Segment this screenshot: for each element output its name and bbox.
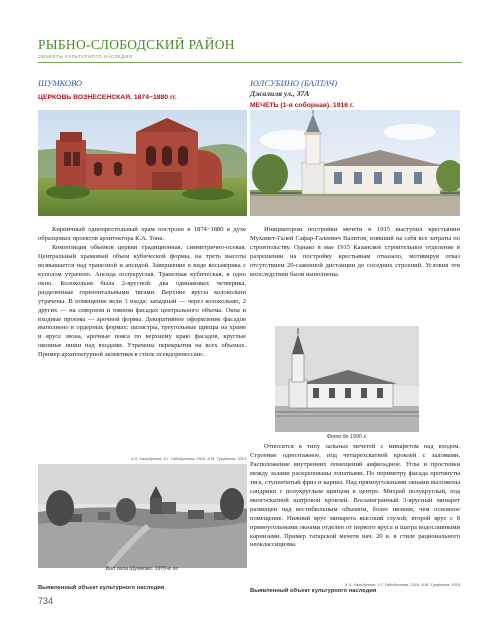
left-author-credit: К.Х. Халидуллин, Х.Г. Габидуллина, 2016, А.М. Тухфатов, 2013	[131, 456, 246, 461]
left-heritage-status: Выявленный объект культурного наследия	[38, 585, 165, 591]
old-mosque-image	[275, 326, 419, 432]
left-paragraph-1: Кирпичный однопрестольный храм построен в 1874−1880 в духе образцовых проектов архитектора К.А. Тона.	[38, 226, 246, 242]
church-image	[38, 110, 247, 216]
right-heritage-status: Выявленный объект культурного наследия	[250, 588, 377, 594]
right-place-name	[250, 78, 460, 88]
left-entry-heading	[38, 78, 246, 101]
mosque-photo	[250, 110, 460, 216]
right-author-credit: К.Х. Халидуллин, Х.Г. Габидуллина, 2016, А.М. Тухфатов, 2019	[345, 582, 460, 587]
section-subtitle: ОБЪЕКТЫ КУЛЬТУРНОГО НАСЛЕДИЯ	[38, 54, 133, 59]
page-header	[38, 37, 458, 59]
right-address: Джалиля ул., 37А	[250, 89, 310, 98]
right-object-title: МЕЧЕТЬ (1-я соборная). 1916 г.	[250, 102, 354, 109]
church-photo	[38, 110, 247, 216]
village-photo-caption: Вид села Шумково. 1970-е гг.	[105, 566, 180, 572]
right-place-original: (БАЛТАЧ)	[301, 78, 338, 88]
section-title: РЫБНО-СЛОБОДСКИЙ РАЙОН	[38, 37, 235, 52]
header-divider	[38, 62, 462, 63]
old-mosque-photo	[275, 326, 419, 432]
left-paragraph-2: Композиция объемов церкви традиционная, симметрично-осевая. Центральный храмовый объем кубической формы, на треть высоты возвышается над трапезной и апсидой. Завершение в виде восьмерика с куполом утрачено. Апсида полукруглая. Трапезная кубическая, в одно окно. Колокольня была 2-ярусной: два одинаковых четверика, разделенные горизонтальными тягами. Верхние ярусы колокольни утрачены. В помещение вели 3 входа: западный — через колокольню, 2 других — на северном и южном фасадах центрального объема. Окна и входные проемы — арочной формы. Декоративное оформление фасадов выполнено в ордерных формах: пилястры, треугольные щипцы на храме и ярусе звона, арочные пояса по верхнему краю фасадов, круглые оконные ниши над входами. Утрачены перекрытия на всех объемах. Пример архитектурной эклектики в стиле псевдоренессанс.	[38, 243, 246, 359]
right-place-main: ЮЛСУБИНО	[250, 78, 300, 88]
left-object-title: ЦЕРКОВЬ ВОЗНЕСЕНСКАЯ. 1874−1880 гг.	[38, 94, 177, 101]
village-image	[38, 464, 247, 568]
right-architecture	[250, 443, 460, 550]
village-photo	[38, 464, 247, 568]
right-paragraph-2: Относится к типу зальных мечетей с минаретом над входом. Строение одноэтажное, под четырехскатной кровлей с заломами. Расположение внутренних помещений анфиладное. Углы и простенки между залами раскреповаиы лопатками. По периметру фасада протянуты тяга, ступенчатый фриз и карниз. Над прямоугольными окнами выложены сандрики с полукруглым щипцом в центре. Михраб полукруглый, под многоскатной шатровой кровлей. Восьмигранный 3-ярусный минарет размещен над вестибюльным объемом, более низким, чем основное помещение. Нижний ярус минарета высокий глухой; второй ярус с 8 прямоугольными окнами отделен от первого яруса и шатра водосливными карнизами. Пример татарской мечети нач. 20 в. в стиле рационального неоклассицизма.	[250, 443, 460, 549]
right-history	[250, 226, 460, 280]
page-number: 734	[38, 596, 54, 606]
mosque-image	[250, 110, 460, 216]
old-mosque-photo-caption: Фото до 1990 г.	[326, 434, 368, 440]
right-paragraph-1: Инициатором постройки мечети в 1915 выступил крестьянин Мухамет-Галей Сафар-Галеевич Валитов, взявший на себя все затраты по строительству. Однако в мае 1915 Казанское строительное отделение в разрешении на постройку крестьянам отказало, мотивируя отказ отсутствием 20-саженной дистанции до соседних строений. Условия эти впоследствии были выполнены.	[250, 226, 460, 278]
right-entry-heading	[250, 78, 460, 109]
left-description	[38, 226, 246, 360]
left-place-name: ШУМКОВО	[38, 78, 82, 88]
